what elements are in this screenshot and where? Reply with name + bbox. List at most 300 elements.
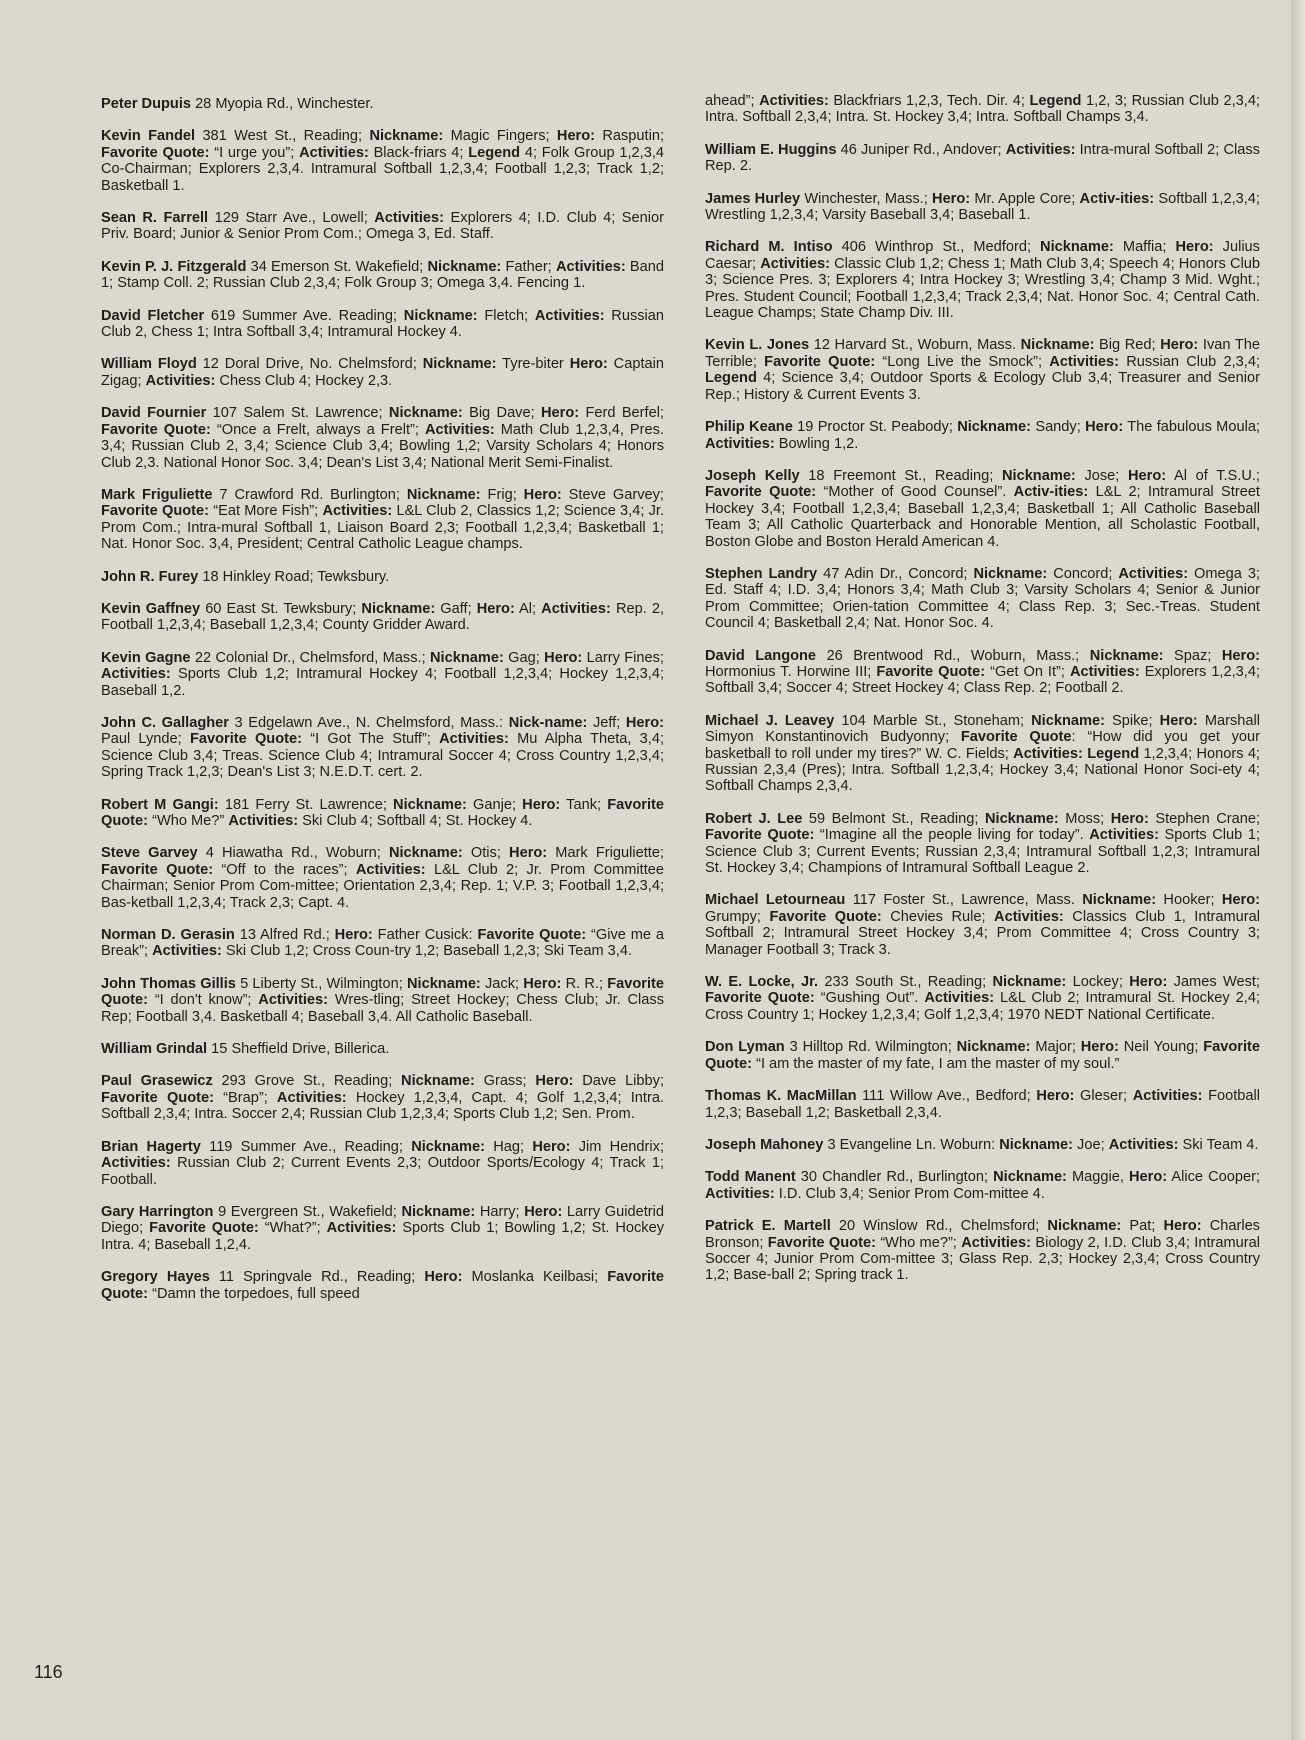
senior-name: Kevin L. Jones [705, 337, 810, 354]
field-text: Jack; [480, 975, 524, 992]
field-text: “I urge you”; [209, 144, 300, 161]
field-text: Tyre-biter [496, 356, 570, 373]
senior-entry [705, 974, 1260, 1023]
field-label: Hero: [1159, 712, 1198, 729]
field-text: Big Red; [1094, 337, 1161, 354]
field-label: Nickname: [406, 975, 481, 992]
field-text: Moslanka Keilbasi; [462, 1269, 608, 1286]
field-label: Favorite Quote: [764, 353, 876, 370]
field-label: Activities: [1132, 1088, 1203, 1105]
field-text: 18 Freemont St., Reading; [799, 467, 1002, 484]
field-label: Nickname: [1001, 467, 1076, 484]
field-text: Frig; [480, 486, 524, 503]
field-text: 107 Salem St. Lawrence; [206, 405, 389, 422]
field-text: Mr. Apple Core; [970, 190, 1080, 207]
senior-entry [101, 715, 664, 781]
field-text: 381 West St., Reading; [195, 128, 370, 145]
field-text: Bowling 1,2. [774, 435, 859, 452]
field-text: : “How did you get your basketball to roll under my tires?” W. C. Fields; [705, 729, 1261, 762]
field-label: Nickname: [992, 974, 1067, 991]
field-label: Hero: [1085, 419, 1124, 436]
field-label: Favorite Quote: [101, 421, 211, 438]
field-text: Big Dave; [462, 405, 541, 422]
field-label: Activities: [228, 813, 299, 829]
field-label: Nickname: [1082, 892, 1157, 909]
field-text: “Gushing Out”. [814, 990, 925, 1007]
senior-entry [101, 210, 664, 243]
field-text: Lockey; [1066, 974, 1130, 991]
field-text: “Brap”; [213, 1089, 277, 1106]
field-text: ahead”; [705, 93, 760, 109]
field-label: Activities: [555, 258, 626, 275]
field-label: Nickname: [422, 356, 497, 373]
senior-name: Kevin Gaffney [101, 600, 201, 617]
senior-entry [705, 239, 1260, 321]
field-text: Hooker; [1156, 892, 1222, 909]
field-label: Nickname: [393, 796, 467, 813]
field-label: Nickname: [973, 565, 1048, 582]
field-text: 4; Folk Group 1,2,3,4 Co-Chairman; Explorers 2,3,4. Intramural Softball 1,2,3,4; Football 1,2,3; Track 1,2; Basketball 1. [101, 144, 664, 194]
senior-entry [705, 1137, 1260, 1153]
right-column [705, 93, 1260, 1300]
senior-name: Kevin Gagne [101, 649, 191, 666]
field-label: Activities: [1089, 827, 1159, 844]
field-text: “Long Live the Smock”; [875, 353, 1050, 370]
field-label: Hero: [1036, 1088, 1075, 1105]
field-text: Jim Hendrix; [570, 1138, 664, 1155]
field-label: Favorite Quote: [101, 144, 210, 161]
field-text: “I am the master of my fate, I am the master of my soul.” [752, 1055, 1120, 1072]
field-text: Explorers 1,2,3,4; Softball 3,4; Soccer 4; Street Hockey 4; Class Rep. 2; Football 2. [705, 663, 1260, 697]
field-text: Magic Fingers; [443, 128, 557, 145]
field-text: 7 Crawford Rd. Burlington; [212, 486, 407, 503]
field-text: Chevies Rule; [881, 908, 995, 925]
field-label: Activities: [355, 861, 426, 878]
field-text: 293 Grove St., Reading; [212, 1073, 402, 1090]
field-label: Favorite Quote: [705, 484, 817, 501]
senior-entry [705, 1039, 1260, 1072]
field-text: Major; [1030, 1039, 1081, 1056]
field-text: L&L Club 2; Jr. Prom Committee Chairman; Senior Prom Com-mittee; Orientation 2,3,4; Rep. 1; V.P. 3; Football 1,2,3,4; Bas-ketball 1,2,3,4; Track 2,3; Capt. 4. [101, 861, 665, 911]
field-label: Nickname: [999, 1136, 1073, 1153]
field-text: Chess Club 4; Hockey 2,3. [215, 372, 393, 389]
field-label: Hero: [523, 975, 562, 992]
field-text: Russian Club 2, Chess 1; Intra Softball 3,4; Intramural Hockey 4. [101, 307, 665, 341]
senior-name: John C. Gallagher [101, 714, 229, 731]
field-label: Favorite Quote: [705, 1039, 1261, 1072]
senior-name: William E. Huggins [705, 141, 837, 158]
field-label: Favorite Quote: [101, 1269, 664, 1302]
field-text: Tank; [560, 796, 608, 813]
field-label: Activities: [322, 503, 393, 520]
field-text: Math Club 1,2,3,4, Pres. 3,4; Russian Club 2, 3,4; Science Club 3,4; Bowling 1,2; Varsity Scholars 4; Honors Club 2,3. National Honor Soc. 3,4; Dean's List 3,4; National Merit Semi-Finalist. [101, 421, 664, 471]
field-label: Nickname: [361, 600, 436, 617]
field-text: 119 Summer Ave., Reading; [200, 1138, 412, 1155]
field-label: Favorite Quote: [477, 927, 587, 944]
field-label: Activities: [759, 93, 829, 109]
senior-entry [101, 128, 664, 194]
field-label: Hero: [1080, 1039, 1119, 1056]
field-label: Hero: [334, 927, 373, 944]
field-label: Hero: [1221, 892, 1260, 909]
field-text: 233 South St., Reading; [818, 974, 993, 991]
field-text: Rasputin; [595, 128, 665, 145]
field-text: 117 Foster St., Lawrence, Mass. [845, 892, 1083, 909]
field-label: Activ-ities: [1013, 484, 1089, 501]
field-text: Charles Bronson; [705, 1218, 1260, 1251]
senior-entry [705, 566, 1260, 632]
field-text: 9 Evergreen St., Wakefield; [213, 1203, 402, 1220]
field-text: Moss; [1058, 810, 1111, 827]
senior-entry [101, 976, 664, 1025]
senior-entry [705, 1218, 1260, 1284]
field-label: Nickname: [993, 1169, 1067, 1186]
field-text: Grumpy; [705, 908, 770, 925]
field-text: Julius Caesar; [705, 239, 1260, 272]
senior-entry [705, 648, 1260, 697]
senior-entry [101, 308, 664, 341]
field-text: Sports Club 1; Bowling 1,2; St. Hockey Intra. 4; Baseball 1,2,4. [101, 1220, 665, 1253]
field-text: Fletch; [477, 307, 535, 324]
senior-name: John R. Furey [101, 568, 199, 585]
field-text: Gleser; [1074, 1088, 1133, 1105]
field-text: 129 Starr Ave., Lowell; [208, 210, 375, 227]
senior-entry [101, 1204, 664, 1253]
field-label: Activities: [961, 1234, 1031, 1251]
field-text: 22 Colonial Dr., Chelmsford, Mass.; [190, 649, 430, 666]
senior-name: Richard M. Intiso [705, 239, 833, 256]
field-label: Activities: [326, 1220, 397, 1237]
senior-entry [705, 1088, 1260, 1121]
field-label: Nickname: [984, 810, 1059, 827]
field-label: Hero: [569, 356, 608, 373]
field-text: Otis; [462, 845, 510, 862]
field-text: 46 Juniper Rd., Andover; [836, 141, 1006, 158]
field-text: “Get On It”; [985, 663, 1070, 680]
field-text: 5 Liberty St., Wilmington; [235, 975, 407, 992]
field-label: Hero: [932, 190, 971, 207]
senior-entry [101, 259, 664, 292]
field-label: Activities: [101, 1155, 171, 1172]
field-text: 11 Springvale Rd., Reading; [209, 1269, 425, 1286]
field-text: 12 Harvard St., Woburn, Mass. [809, 337, 1021, 354]
field-label: Nickname: [1047, 1218, 1122, 1235]
field-text: 34 Emerson St. Wakefield; [246, 258, 428, 275]
senior-name: David Langone [705, 647, 817, 664]
senior-entry [101, 845, 664, 911]
field-label: Nickname: [1089, 647, 1164, 664]
field-label: Activities: [760, 255, 830, 272]
field-text: Ivan The Terrible; [705, 337, 1260, 370]
senior-name: Peter Dupuis [101, 96, 192, 112]
field-label: Favorite Quote: [101, 796, 664, 829]
field-label: Nickname: [369, 128, 444, 145]
field-label: Nickname: [401, 1073, 475, 1090]
page-edge [1291, 0, 1305, 1740]
field-text: 19 Proctor St. Peabody; [792, 419, 958, 436]
senior-name: John Thomas Gillis [101, 975, 236, 992]
senior-name: David Fournier [101, 405, 207, 422]
field-label: Nickname: [388, 845, 463, 862]
field-label: Activities: [439, 731, 509, 748]
field-text: Father; [501, 258, 556, 275]
field-text: Maggie, [1066, 1169, 1129, 1186]
field-text: R. R.; [561, 975, 608, 992]
field-text: Explorers 4; I.D. Club 4; Senior Priv. Board; Junior & Senior Prom Com.; Omega 3, Ed. Staff. [101, 210, 664, 243]
senior-name: Paul Grasewicz [101, 1073, 213, 1090]
field-label: Favorite Quote: [705, 990, 815, 1007]
field-text: “Give me a Break”; [101, 927, 664, 960]
field-text: 3 Hilltop Rd. Wilmington; [784, 1039, 957, 1056]
left-column [101, 96, 664, 1318]
field-label: Activities: [534, 307, 605, 324]
senior-name: Joseph Kelly [705, 467, 800, 484]
field-text: L&L Club 2, Classics 1,2; Science 3,4; Jr. Prom Com.; Intra-mural Softball 1, Liaison Board 2,3; Football 1,2,3,4; Basketball 1; Nat. Honor Soc. 3,4, President; Central Catholic League champs. [101, 503, 665, 553]
field-label: Hero: [424, 1269, 463, 1286]
field-label: Favorite Quote: [149, 1220, 259, 1237]
field-label: Hero: [509, 845, 548, 862]
senior-name: Michael J. Leavey [705, 712, 835, 729]
field-label: Hero: [1160, 337, 1199, 354]
field-text: James West; [1167, 974, 1260, 991]
senior-name: William Floyd [101, 356, 197, 373]
senior-entry [101, 1269, 664, 1302]
field-label: Activities: [541, 600, 611, 617]
field-label: Favorite Quote [960, 729, 1072, 746]
senior-name: Gregory Hayes [101, 1269, 210, 1286]
field-text: Omega 3; Ed. Staff 4; I.D. 3,4; Honors 3,4; Math Club 3; Varsity Scholars 4; Senior & Junior Prom Committee; Orien-tation Committee 4; Class Rep. 3; Sec.-Treas. Student Council 4; Basketball 2,4; Nat. Honor Soc. 4. [705, 565, 1261, 632]
field-text: Jeff; [587, 714, 626, 731]
field-text: Classic Club 1,2; Chess 1; Math Club 3,4; Speech 4; Honors Club 3; Science Pres. 3; Explorers 4; Intra Hockey 3; Wrestling 3,4; Champ 3 Mid. Wght.; Pres. Student Council; Football 1,2,3,4; Track 2,3,4; Nat. Honor Soc. 4; Central Cath. League Champs; State Champ Div. III. [705, 255, 1260, 322]
field-text: 4 Hiawatha Rd., Woburn; [197, 845, 389, 862]
senior-name: Thomas K. MacMillan [705, 1088, 857, 1105]
field-text: 47 Adin Dr., Concord; [817, 565, 974, 582]
field-label: Hero: [476, 600, 515, 617]
field-text: “Once a Frelt, always a Frelt”; [210, 421, 425, 438]
field-label: Nickname: [388, 405, 463, 422]
field-label: Hero: [522, 796, 561, 813]
field-text: 3 Evangeline Ln. Woburn: [823, 1136, 1000, 1153]
field-label: Activities: [994, 908, 1064, 925]
field-text: Russian Club 2,3,4; [1119, 353, 1260, 370]
senior-entry [101, 1139, 664, 1188]
field-text: Wres-tling; Street Hockey; Chess Club; Jr. Class Rep; Football 3,4. Basketball 4; Baseball 3,4. All Catholic Baseball. [101, 992, 664, 1025]
field-label: Nickname: [406, 486, 481, 503]
senior-name: Kevin Fandel [101, 128, 196, 145]
field-label: Hero: [524, 1203, 563, 1220]
senior-name: Stephen Landry [705, 565, 818, 582]
field-text: Paul Lynde; [101, 731, 190, 748]
field-text: “Who Me?” [148, 813, 229, 829]
field-text: “Damn the torpedoes, full speed [148, 1285, 360, 1302]
field-text: The fabulous Moula; [1123, 419, 1260, 436]
senior-entry [101, 797, 664, 830]
field-text: Russian Club 2; Current Events 2,3; Outdoor Sports/Ecology 4; Track 1; Football. [101, 1155, 664, 1188]
field-label: Hero: [535, 1073, 574, 1090]
senior-name: Sean R. Farrell [101, 210, 209, 227]
senior-name: Joseph Mahoney [705, 1136, 824, 1153]
field-text: Neil Young; [1118, 1039, 1204, 1056]
field-text: Black-friars 4; [368, 144, 469, 161]
senior-entry [705, 337, 1260, 403]
field-text: Maffia; [1113, 239, 1176, 256]
field-text: Gaff; [435, 600, 477, 617]
field-label: Activities: [424, 421, 495, 438]
senior-entry [101, 927, 664, 960]
field-text: 20 Winslow Rd., Chelmsford; [830, 1218, 1048, 1235]
senior-entry [101, 569, 664, 585]
field-label: Favorite Quote: [769, 908, 882, 925]
field-label: Legend [705, 370, 757, 387]
field-text: Softball 1,2,3,4; Wrestling 1,2,3,4; Varsity Baseball 3,4; Baseball 1. [705, 190, 1260, 224]
field-text: Harry; [475, 1203, 525, 1220]
senior-entry [705, 811, 1260, 877]
senior-entry [705, 468, 1260, 550]
field-text: L&L 2; Intramural Street Hockey 3,4; Football 1,2,3,4; Baseball 1,2,3,4; Basketball 1; All Catholic Baseball Team 3; All Catholic Quarterback and Honorable Mention, all Scholastic Football, Boston Globe and Boston Herald American 4. [705, 484, 1260, 550]
field-text: Jose; [1075, 467, 1129, 484]
field-text: Winchester, Mass.; [800, 190, 933, 207]
field-text: Dave Libby; [573, 1073, 665, 1090]
field-label: Favorite Quote: [101, 503, 210, 520]
field-text: Sports Club 1,2; Intramural Hockey 4; Football 1,2,3,4; Hockey 1,2,3,4; Baseball 1,2. [101, 666, 664, 699]
field-text: 28 Myopia Rd., Winchester. [191, 96, 374, 112]
field-label: Activities: [1108, 1136, 1179, 1153]
field-text: Mark Friguliette; [547, 845, 665, 862]
field-label: Nickname: [1031, 712, 1105, 729]
field-text: Ganje; [466, 796, 523, 813]
senior-entry [705, 713, 1260, 795]
field-label: Activities: [145, 372, 216, 389]
senior-entry [705, 419, 1260, 452]
field-label: Hero: [556, 128, 596, 145]
senior-entry [705, 191, 1260, 224]
senior-entry [101, 1073, 664, 1122]
field-label: Activities: [705, 1185, 775, 1202]
field-text: L&L Club 2; Intramural St. Hockey 2,4; Cross Country 1; Hockey 1,2,3,4; Golf 1,2,3,4; 1970 NEDT National Certificate. [705, 990, 1260, 1023]
field-text: “Imagine all the people living for today”. [814, 827, 1090, 844]
field-label: Hero: [541, 405, 580, 422]
field-label: Legend [468, 144, 521, 161]
field-label: Favorite Quote: [767, 1234, 876, 1251]
field-label: Activities: [276, 1089, 347, 1106]
field-text: 26 Brentwood Rd., Woburn, Mass.; [816, 647, 1090, 664]
field-text: 111 Willow Ave., Bedford; [856, 1088, 1037, 1105]
senior-entry [705, 93, 1260, 126]
field-text: 1,2, 3; Russian Club 2,3,4; Intra. Softball 2,3,4; Intra. St. Hockey 3,4; Intra. Softball Champs 3,4. [705, 93, 1260, 126]
senior-name: Michael Letourneau [705, 892, 846, 909]
field-text: Spike; [1104, 712, 1160, 729]
field-label: Favorite Quote: [101, 1089, 214, 1106]
field-label: Activities: [299, 144, 369, 161]
senior-name: Don Lyman [705, 1039, 785, 1056]
page-number: 116 [34, 1662, 63, 1682]
senior-name: Todd Manent [705, 1169, 796, 1186]
field-label: Nickname: [411, 1138, 485, 1155]
field-label: Activities: [705, 435, 775, 452]
field-text: “I don't know”; [148, 992, 259, 1009]
field-label: Nickname: [957, 419, 1032, 436]
field-label: Activities: [101, 666, 171, 683]
field-label: Favorite Quote: [101, 861, 214, 878]
field-text: 406 Winthrop St., Medford; [832, 239, 1041, 256]
field-label: Nickname: [403, 307, 478, 324]
field-text: 60 East St. Tewksbury; [200, 600, 362, 617]
senior-name: Gary Harrington [101, 1203, 214, 1220]
field-text: Hag; [485, 1138, 533, 1155]
field-text: Larry Guidetrid Diego; [101, 1203, 665, 1237]
field-label: Hero: [1128, 467, 1167, 484]
field-text: Rep. 2, Football 1,2,3,4; Baseball 1,2,3,4; County Gridder Award. [101, 600, 665, 634]
field-text: Alice Cooper; [1167, 1169, 1261, 1186]
field-label: Nickname: [956, 1039, 1031, 1056]
field-label: Hero: [544, 649, 583, 666]
field-text: Hormonius T. Horwine III; [705, 663, 877, 680]
field-label: Favorite Quote: [705, 827, 815, 844]
senior-entry [101, 405, 664, 471]
field-text: 181 Ferry St. Lawrence; [218, 796, 394, 813]
senior-name: Kevin P. J. Fitzgerald [101, 258, 247, 275]
field-text: Pat; [1121, 1218, 1164, 1235]
field-text: Biology 2, I.D. Club 3,4; Intramural Soccer 4; Junior Prom Com-mittee 3; Glass Rep. 2,3; Hockey 2,3,4; Cross Country 1,2; Base-ball 2; Spring track 1. [705, 1234, 1260, 1284]
field-label: Activities: Legend [1013, 745, 1140, 762]
field-text: Ski Club 4; Softball 4; St. Hockey 4. [298, 813, 533, 829]
senior-name: James Hurley [705, 190, 801, 207]
field-text: Ski Club 1,2; Cross Coun-try 1,2; Baseball 1,2,3; Ski Team 3,4. [221, 943, 633, 960]
field-text: I.D. Club 3,4; Senior Prom Com-mittee 4. [774, 1185, 1045, 1202]
field-label: Hero: [1110, 810, 1149, 827]
field-text: Grass; [474, 1073, 536, 1090]
senior-name: Robert J. Lee [705, 810, 803, 827]
field-text: 13 Alfred Rd.; [234, 927, 335, 944]
field-text: Band 1; Stamp Coll. 2; Russian Club 2,3,4; Folk Group 3; Omega 3,4. Fencing 1. [101, 258, 664, 292]
field-text: Classics Club 1, Intramural Softball 2; Intramural Street Hockey 3,4; Prom Committee 4; Cross Country 3; Manager Football 3; Track 3. [705, 908, 1260, 958]
field-label: Legend [1029, 93, 1082, 109]
field-text: Stephen Crane; [1148, 810, 1261, 827]
field-text: Father Cusick: [372, 927, 478, 944]
field-label: Activities: [1118, 565, 1189, 582]
field-text: 15 Sheffield Drive, Billerica. [207, 1041, 390, 1058]
field-label: Hero: [1175, 239, 1214, 256]
senior-entry [705, 142, 1260, 175]
senior-entry [705, 1169, 1260, 1202]
field-text: 12 Doral Drive, No. Chelmsford; [196, 356, 423, 373]
field-label: Nickname: [430, 649, 504, 666]
field-text: Ferd Berfel; [579, 405, 664, 422]
field-text: Football 1,2,3; Baseball 1,2; Basketball 2,3,4. [705, 1088, 1260, 1121]
field-label: Activities: [152, 943, 222, 960]
field-label: Hero: [532, 1138, 571, 1155]
senior-name: W. E. Locke, Jr. [705, 974, 819, 991]
field-text: Joe; [1073, 1136, 1109, 1153]
senior-name: Philip Keane [705, 419, 793, 436]
senior-name: Robert M Gangi: [101, 796, 219, 813]
field-text: Marshall Simyon Konstantinovich Budyonny; [705, 712, 1261, 746]
field-text: Blackfriars 1,2,3, Tech. Dir. 4; [828, 93, 1030, 109]
field-label: Hero: [1163, 1218, 1202, 1235]
field-text: Sandy; [1031, 419, 1086, 436]
field-text: Steve Garvey; [561, 486, 664, 503]
senior-name: Patrick E. Martell [705, 1218, 831, 1235]
field-label: Hero: [1221, 647, 1260, 664]
field-text: Concord; [1047, 565, 1119, 582]
field-text: “Off to the races”; [213, 861, 356, 878]
field-text: Al; [514, 600, 542, 617]
field-text: Intra-mural Softball 2; Class Rep. 2. [705, 141, 1260, 175]
field-label: Hero: [1129, 974, 1168, 991]
senior-entry [101, 601, 664, 634]
senior-entry [705, 892, 1260, 958]
senior-entry [101, 356, 664, 389]
